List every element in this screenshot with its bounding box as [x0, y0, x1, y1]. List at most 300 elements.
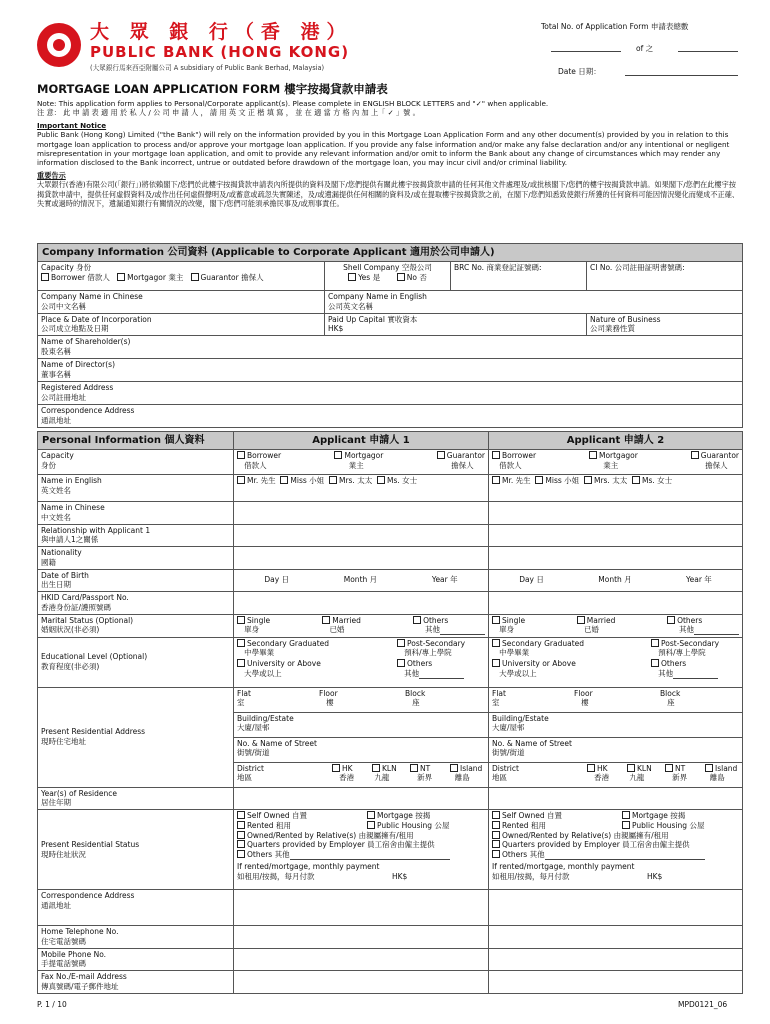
- self-owned-option[interactable]: [492, 811, 622, 821]
- checkbox-icon[interactable]: [41, 273, 49, 281]
- checkbox-icon[interactable]: [280, 476, 288, 484]
- incorporation-label: Place & Date of Incorporation: [41, 314, 152, 324]
- mobile-label-cn: 手提電話號碼: [41, 959, 86, 969]
- checkbox-icon[interactable]: [437, 451, 445, 459]
- block-field[interactable]: [405, 689, 425, 711]
- checkbox-icon[interactable]: [372, 764, 380, 772]
- company-borrower-option[interactable]: [41, 273, 110, 282]
- secondary-option[interactable]: [237, 639, 329, 659]
- title-mrs-option[interactable]: [329, 476, 372, 485]
- married-label-cn: 已婚: [583, 625, 599, 635]
- paid-up-capital-field[interactable]: [325, 313, 587, 336]
- applicant-2-dob[interactable]: [489, 569, 743, 592]
- mobile-label-cell: [38, 948, 234, 971]
- flat-label-cn: 室: [237, 698, 245, 708]
- checkbox-icon[interactable]: [584, 476, 592, 484]
- checkbox-icon[interactable]: [117, 273, 125, 281]
- married-option[interactable]: [322, 616, 361, 636]
- single-label: Single: [247, 615, 271, 625]
- monthly-payment-label-cn: 如租用/按揭，每月付款: [492, 871, 570, 881]
- dob-month-label: Month 月: [598, 574, 632, 584]
- important-heading-en: Important Notice: [37, 121, 107, 130]
- block-label: Block: [405, 688, 426, 698]
- district-island-label: Island: [715, 763, 738, 773]
- shell-yes-label: Yes 是: [358, 272, 381, 282]
- applicant-1-years-residence[interactable]: [234, 787, 489, 810]
- floor-label: Floor: [319, 688, 338, 698]
- mortgagor-option[interactable]: [589, 451, 638, 471]
- monthly-payment-field[interactable]: [492, 862, 739, 882]
- applicant-1-dob[interactable]: [234, 569, 489, 592]
- applicant-2-capacity: [489, 450, 743, 475]
- form-number-field[interactable]: [551, 51, 621, 52]
- title-mr-label: Mr. 先生: [502, 476, 531, 485]
- monthly-payment-label: If rented/mortgage, monthly payment: [237, 861, 380, 871]
- checkbox-icon[interactable]: [237, 476, 245, 484]
- building-label: Building/Estate: [492, 713, 549, 723]
- mortgage-label: Mortgage 按揭: [632, 811, 686, 820]
- title-miss-label: Miss 小姐: [290, 476, 325, 485]
- block-label-cn: 座: [667, 698, 675, 708]
- guarantor-option[interactable]: [437, 451, 485, 471]
- brc-no-label: BRC No. 商業登記証號碼:: [454, 263, 542, 272]
- guarantor-label: Guarantor: [446, 451, 485, 460]
- single-label-cn: 單身: [499, 625, 515, 635]
- dob-day-label: Day 日: [519, 574, 544, 584]
- monthly-payment-field[interactable]: [237, 862, 485, 882]
- flat-field[interactable]: [492, 689, 574, 711]
- checkbox-icon[interactable]: [322, 616, 330, 624]
- checkbox-icon[interactable]: [691, 451, 699, 459]
- checkbox-icon[interactable]: [329, 476, 337, 484]
- flat-field[interactable]: [237, 689, 319, 711]
- applicant-2-name-english[interactable]: [489, 475, 743, 502]
- brc-no-field[interactable]: [451, 262, 587, 291]
- mobile-label: Mobile Phone No.: [41, 949, 107, 959]
- checkbox-icon[interactable]: [492, 476, 500, 484]
- checkbox-icon[interactable]: [492, 616, 500, 624]
- checkbox-icon[interactable]: [622, 821, 630, 829]
- shareholders-field[interactable]: [38, 336, 743, 359]
- mortgagor-option[interactable]: [334, 451, 383, 471]
- university-option[interactable]: [237, 659, 321, 679]
- others-label-cn: 其他: [424, 625, 440, 635]
- self-owned-option[interactable]: [237, 811, 367, 821]
- checkbox-icon[interactable]: [492, 451, 500, 459]
- checkbox-icon[interactable]: [632, 476, 640, 484]
- checkbox-icon[interactable]: [492, 639, 500, 647]
- company-name-chinese-label-cn: 公司中文名稱: [41, 301, 86, 311]
- home-tel-label-cell: [38, 926, 234, 949]
- applicant-2-fax-email[interactable]: [489, 971, 743, 994]
- shell-company-label: Shell Company 空殼公司: [343, 263, 432, 272]
- applicant-1-marital: [234, 614, 489, 637]
- floor-label-cn: 樓: [326, 698, 334, 708]
- quarters-option[interactable]: [237, 840, 485, 850]
- checkbox-icon[interactable]: [367, 821, 375, 829]
- district-island-option[interactable]: [450, 764, 482, 786]
- owned-relatives-option[interactable]: [237, 831, 485, 841]
- capacity-label: Capacity: [41, 451, 74, 460]
- others-line[interactable]: [673, 678, 718, 679]
- checkbox-icon[interactable]: [237, 451, 245, 459]
- applicant-1-hkid[interactable]: [234, 592, 489, 615]
- applicant-1-nationality[interactable]: [234, 547, 489, 570]
- secondary-label-cn: 中學畢業: [244, 648, 275, 658]
- secondary-label: Secondary Graduated: [502, 638, 585, 648]
- district-island-label-cn: 離島: [454, 773, 470, 783]
- incorporation-field[interactable]: [38, 313, 325, 336]
- education-label-cell: [38, 637, 234, 687]
- company-name-english-field[interactable]: [325, 291, 743, 314]
- address-label-cell: [38, 687, 234, 787]
- checkbox-icon[interactable]: [667, 616, 675, 624]
- others-status-line[interactable]: [290, 859, 450, 860]
- correspondence-label: Correspondence Address: [41, 891, 135, 900]
- public-housing-option[interactable]: [367, 821, 449, 831]
- others-option[interactable]: [651, 659, 739, 679]
- applicant-2-address: [489, 687, 743, 787]
- marital-label-cn: 婚姻狀況(非必須): [41, 625, 100, 635]
- applicant-2-home-tel[interactable]: [489, 926, 743, 949]
- district-kln-option[interactable]: [372, 764, 410, 786]
- self-owned-label: Self Owned 自置: [247, 811, 308, 820]
- checkbox-icon[interactable]: [492, 821, 500, 829]
- block-label-cn: 座: [412, 698, 420, 708]
- name-english-label-cell: [38, 475, 234, 502]
- district-field[interactable]: [237, 764, 332, 786]
- borrower-option[interactable]: [492, 451, 536, 471]
- note-text: [37, 99, 737, 118]
- self-owned-label: Self Owned 自置: [502, 811, 563, 820]
- title-mrs-label: Mrs. 太太: [593, 476, 628, 485]
- district-nt-label-cn: 新界: [417, 773, 433, 783]
- district-nt-option[interactable]: [665, 764, 705, 786]
- company-correspondence-label-cn: 通訊地址: [41, 415, 71, 425]
- postsec-label-cn: 預科/專上學院: [658, 648, 706, 658]
- important-text-cn: 大眾銀行(香港)有限公司(「銀行」)將依賴閣下/您們於此樓宇按揭貸款申請表內所提供的資料及閣下/您們提供有關此樓宇按揭貸款申請的任何其他文件處理及/或批核閣下/您們的樓宇按揭貸款申請。如果閣下/您們在此樓宇按揭貸款申請中，提供任何虛假資料及/或作出任何虛假聲明及/或蓄意或疏忽失實陳述，及/或遺漏提供任何相關的資料及/或在提取樓宇按揭貸款之前，在閣下/您們知悉致使銀行所獲的任何資料可能因情況變化而變成不正確、失實或過時的情況下，遺漏通知銀行有關情況的改變，閣下/您們可能須承擔民事及/或刑事責任。: [37, 180, 740, 208]
- district-hk-option[interactable]: [587, 764, 627, 786]
- public-housing-option[interactable]: [622, 821, 704, 831]
- single-option[interactable]: [492, 616, 525, 636]
- mortgage-option[interactable]: [367, 811, 430, 821]
- checkbox-icon[interactable]: [410, 764, 418, 772]
- years-residence-label-cell: [38, 787, 234, 810]
- dob-day-label: Day 日: [264, 574, 290, 584]
- checkbox-icon[interactable]: [622, 811, 630, 819]
- fax-email-label: Fax No./E-mail Address: [41, 972, 127, 981]
- floor-label-cn: 樓: [581, 698, 589, 708]
- applicant-1-home-tel[interactable]: [234, 926, 489, 949]
- postsec-label-cn: 預科/專上學院: [404, 648, 452, 658]
- block-field[interactable]: [660, 689, 680, 711]
- company-section-header: Company Information 公司資料 (Applicable to Corporate Applicant 適用於公司申請人): [38, 244, 743, 262]
- hkid-label-cn: 香港身份証/護照號碼: [41, 602, 112, 612]
- others-option[interactable]: [413, 616, 485, 636]
- flat-label: Flat: [492, 688, 506, 698]
- postsec-option[interactable]: [397, 639, 485, 659]
- company-guarantor-option[interactable]: [191, 273, 264, 282]
- title-mr-option[interactable]: [237, 476, 276, 485]
- years-residence-label-cn: 居住年期: [41, 798, 71, 808]
- checkbox-icon[interactable]: [705, 764, 713, 772]
- bank-logo-icon: [37, 23, 81, 67]
- checkbox-icon[interactable]: [492, 831, 500, 839]
- quarters-option[interactable]: [492, 840, 739, 850]
- applicant-1-mobile[interactable]: [234, 948, 489, 971]
- fax-email-label-cell: [38, 971, 234, 994]
- checkbox-icon[interactable]: [665, 764, 673, 772]
- district-field[interactable]: [492, 764, 587, 786]
- guarantor-option[interactable]: [691, 451, 739, 471]
- checkbox-icon[interactable]: [589, 451, 597, 459]
- others-option[interactable]: [667, 616, 739, 636]
- block-label: Block: [660, 688, 681, 698]
- shell-no-label: No 否: [406, 272, 427, 282]
- checkbox-icon[interactable]: [348, 273, 356, 281]
- bank-subsidiary-note: (大眾銀行馬來西亞附屬公司 A subsidiary of Public Bank Berhad, Malaysia): [90, 64, 325, 72]
- checkbox-icon[interactable]: [334, 451, 342, 459]
- rented-option[interactable]: [237, 821, 367, 831]
- others-status-option[interactable]: [237, 850, 485, 860]
- checkbox-icon[interactable]: [397, 659, 405, 667]
- single-option[interactable]: [237, 616, 270, 636]
- mortgage-option[interactable]: [622, 811, 685, 821]
- nationality-label-cn: 國籍: [41, 557, 56, 567]
- title-miss-option[interactable]: [280, 476, 324, 485]
- checkbox-icon[interactable]: [237, 659, 245, 667]
- applicant-2-hkid[interactable]: [489, 592, 743, 615]
- checkbox-icon[interactable]: [450, 764, 458, 772]
- title-mr-option[interactable]: [492, 476, 531, 485]
- checkbox-icon[interactable]: [535, 476, 543, 484]
- university-label-cn: 大學或以上: [499, 668, 537, 678]
- street-label: No. & Name of Street: [492, 738, 572, 748]
- checkbox-icon[interactable]: [237, 840, 245, 848]
- others-label: Others: [661, 659, 687, 668]
- checkbox-icon[interactable]: [492, 811, 500, 819]
- checkbox-icon[interactable]: [651, 639, 659, 647]
- checkbox-icon[interactable]: [377, 476, 385, 484]
- mortgagor-label: Mortgagor: [598, 451, 638, 460]
- quarters-label: Quarters provided by Employer 員工宿舍由僱主提供: [247, 840, 435, 850]
- title-ms-option[interactable]: [377, 476, 417, 485]
- street-field[interactable]: [489, 737, 742, 762]
- owned-relatives-label: Owned/Rented by Relative(s) 由親屬擁有/租用: [502, 830, 669, 840]
- building-field[interactable]: [489, 712, 742, 737]
- mortgage-label: Mortgage 按揭: [377, 811, 431, 820]
- borrower-label: Borrower: [247, 451, 282, 460]
- company-mortgagor-option[interactable]: [117, 273, 183, 282]
- others-status-label: Others 其他: [247, 850, 290, 859]
- ci-no-field[interactable]: [587, 262, 743, 291]
- owned-relatives-option[interactable]: [492, 831, 739, 841]
- nationality-label-cell: [38, 547, 234, 570]
- relationship-label-cell: [38, 524, 234, 547]
- flat-label-cn: 室: [492, 698, 500, 708]
- guarantor-label-cn: 擔保人: [451, 460, 474, 470]
- title-miss-option[interactable]: [535, 476, 579, 485]
- title-mr-label: Mr. 先生: [247, 476, 276, 485]
- shareholders-label-cn: 股東名稱: [41, 346, 71, 356]
- applicant-1-residential-status: [234, 810, 489, 890]
- company-correspondence-field[interactable]: [38, 405, 743, 428]
- applicant-2-header: Applicant 申請人 2: [489, 432, 743, 450]
- others-label-cn: 其他: [404, 668, 420, 678]
- public-housing-label: Public Housing 公屋: [377, 820, 450, 830]
- bank-name-chinese: 大 眾 銀 行（香 港）: [90, 21, 353, 43]
- name-chinese-label-cn: 中文姓名: [41, 512, 71, 522]
- applicant-2-correspondence[interactable]: [489, 890, 743, 926]
- important-heading-cn: 重要告示: [37, 170, 66, 180]
- district-island-option[interactable]: [705, 764, 737, 786]
- checkbox-icon[interactable]: [237, 850, 245, 858]
- applicant-1-correspondence[interactable]: [234, 890, 489, 926]
- checkbox-icon[interactable]: [237, 639, 245, 647]
- district-kln-label-cn: 九龍: [374, 773, 390, 783]
- guarantor-label-cn: 擔保人: [705, 460, 728, 470]
- checkbox-icon[interactable]: [237, 811, 245, 819]
- applicant-1-fax-email[interactable]: [234, 971, 489, 994]
- district-hk-option[interactable]: [332, 764, 372, 786]
- title-ms-option[interactable]: [632, 476, 672, 485]
- date-field[interactable]: [625, 75, 738, 76]
- checkbox-icon[interactable]: [237, 616, 245, 624]
- checkbox-icon[interactable]: [627, 764, 635, 772]
- marital-label-cell: [38, 614, 234, 637]
- postsec-option[interactable]: [651, 639, 739, 659]
- form-code: MPD0121_06: [678, 1000, 728, 1009]
- dob-month-label: Month 月: [343, 574, 378, 584]
- shell-company-cell: [325, 262, 451, 291]
- checkbox-icon[interactable]: [587, 764, 595, 772]
- checkbox-icon[interactable]: [367, 811, 375, 819]
- building-label: Building/Estate: [237, 713, 294, 723]
- applicant-1-name-chinese[interactable]: [234, 502, 489, 525]
- checkbox-icon[interactable]: [237, 831, 245, 839]
- secondary-option[interactable]: [492, 639, 584, 659]
- postsec-label: Post-Secondary: [661, 638, 720, 648]
- married-option[interactable]: [577, 616, 616, 636]
- title-mrs-label: Mrs. 太太: [338, 476, 373, 485]
- others-label: Others: [677, 615, 703, 625]
- others-status-line[interactable]: [545, 859, 705, 860]
- checkbox-icon[interactable]: [332, 764, 340, 772]
- checkbox-icon[interactable]: [492, 840, 500, 848]
- applicant-1-relationship: [234, 524, 489, 547]
- applicant-2-name-chinese[interactable]: [489, 502, 743, 525]
- shell-yes-option[interactable]: [348, 273, 380, 282]
- applicant-2-relationship[interactable]: [489, 524, 743, 547]
- home-tel-label: Home Telephone No.: [41, 927, 119, 936]
- floor-field[interactable]: [574, 689, 660, 711]
- marital-label: Marital Status (Optional): [41, 615, 134, 625]
- directors-field[interactable]: [38, 359, 743, 382]
- university-option[interactable]: [492, 659, 576, 679]
- residential-status-label: Present Residential Status: [41, 839, 140, 849]
- important-text-en: Public Bank (Hong Kong) Limited ("the Bank") will rely on the information provided by you in this Mortgage Loan Application Form and any other document(s) provided by you in relation to this mortgage loan application to process and/or approve your mortgage loan application. If you provide any false information and/or make any false declaration and/or any intentional or negligent misrepresentation in your mortgage loan application, and omit to provide any relevant information and/or omit to inform the Bank about any change of circumstances which may render any information disclosed to the Bank incorrect, untrue or outdated before drawdown of the mortgage loan, you may incur civil and/or criminal liability.: [37, 130, 730, 168]
- others-line[interactable]: [419, 678, 464, 679]
- others-option[interactable]: [397, 659, 485, 679]
- hkid-label-cell: [38, 592, 234, 615]
- checkbox-icon[interactable]: [492, 850, 500, 858]
- applicant-2-mobile[interactable]: [489, 948, 743, 971]
- title-mrs-option[interactable]: [584, 476, 627, 485]
- university-label-cn: 大學或以上: [244, 668, 282, 678]
- dob-label-cell: [38, 569, 234, 592]
- district-kln-label: KLN: [382, 763, 397, 773]
- name-chinese-label: Name in Chinese: [41, 503, 105, 512]
- checkbox-icon[interactable]: [237, 821, 245, 829]
- company-name-english-label: Company Name in English: [328, 292, 427, 301]
- district-hk-label: HK: [342, 763, 353, 773]
- checkbox-icon[interactable]: [651, 659, 659, 667]
- personal-section-header: Personal Information 個人資料: [38, 432, 234, 450]
- personal-info-table: [37, 431, 743, 994]
- others-line[interactable]: [440, 634, 485, 635]
- hkid-label: HKID Card/Passport No.: [41, 593, 129, 602]
- district-label: District: [237, 763, 264, 773]
- checkbox-icon[interactable]: [397, 639, 405, 647]
- title-ms-label: Ms. 女士: [386, 476, 418, 485]
- company-name-chinese-field[interactable]: [38, 291, 325, 314]
- company-capacity-cell: [38, 262, 325, 291]
- nature-of-business-field[interactable]: [587, 313, 743, 336]
- borrower-option[interactable]: [237, 451, 281, 471]
- checkbox-icon[interactable]: [191, 273, 199, 281]
- education-label: Educational Level (Optional): [41, 652, 148, 662]
- applicant-1-name-english[interactable]: [234, 475, 489, 502]
- district-nt-option[interactable]: [410, 764, 450, 786]
- district-kln-option[interactable]: [627, 764, 665, 786]
- mortgagor-label: Mortgagor: [344, 451, 384, 460]
- paid-up-capital-currency: HK$: [328, 324, 344, 334]
- applicant-2-nationality[interactable]: [489, 547, 743, 570]
- floor-field[interactable]: [319, 689, 405, 711]
- building-field[interactable]: [234, 712, 488, 737]
- company-name-chinese-label: Company Name in Chinese: [41, 292, 143, 301]
- district-kln-label-cn: 九龍: [629, 773, 645, 783]
- rented-option[interactable]: [492, 821, 622, 831]
- company-guarantor-label: Guarantor 擔保人: [200, 272, 264, 282]
- building-label-cn: 大廈/屋邨: [492, 723, 525, 733]
- district-label-cn: 地區: [492, 773, 507, 783]
- district-nt-label: NT: [420, 763, 431, 773]
- note-english: Note: This application form applies to Personal/Corporate applicant(s). Please complete in ENGLISH BLOCK LETTERS and "✓" when applicable.: [37, 99, 549, 108]
- checkbox-icon[interactable]: [492, 659, 500, 667]
- others-label: Others: [407, 659, 433, 668]
- applicant-2-years-residence[interactable]: [489, 787, 743, 810]
- district-island-label-cn: 離島: [709, 773, 725, 783]
- shell-no-option[interactable]: [397, 273, 427, 282]
- form-total-field[interactable]: [678, 51, 738, 52]
- registered-address-field[interactable]: [38, 382, 743, 405]
- name-english-label: Name in English: [41, 476, 102, 485]
- checkbox-icon[interactable]: [413, 616, 421, 624]
- directors-label: Name of Director(s): [41, 360, 116, 369]
- district-hk-label-cn: 香港: [339, 773, 355, 783]
- others-status-option[interactable]: [492, 850, 739, 860]
- secondary-label: Secondary Graduated: [247, 638, 330, 648]
- others-line[interactable]: [694, 634, 739, 635]
- company-capacity-label: Capacity 身份: [41, 263, 92, 272]
- checkbox-icon[interactable]: [397, 273, 405, 281]
- checkbox-icon[interactable]: [577, 616, 585, 624]
- district-kln-label: KLN: [637, 763, 652, 773]
- street-field[interactable]: [234, 737, 488, 762]
- directors-label-cn: 董事名稱: [41, 369, 71, 379]
- monthly-payment-label: If rented/mortgage, monthly payment: [492, 861, 635, 871]
